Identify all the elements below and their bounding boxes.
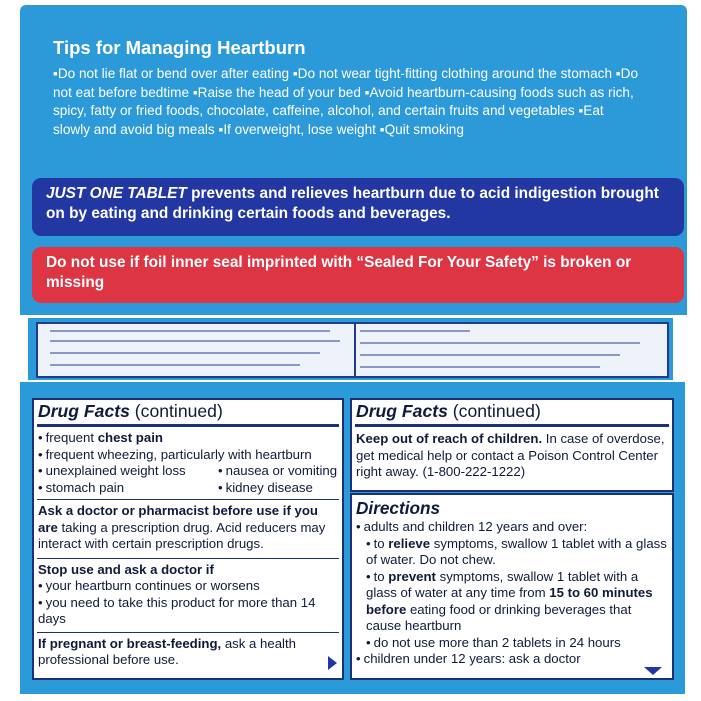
tip-item: ▪ Raise the head of your bed bbox=[193, 85, 361, 100]
faint-print-line bbox=[360, 354, 620, 356]
drug-facts-panel-left bbox=[32, 398, 344, 680]
directions-panel bbox=[350, 493, 674, 680]
symptom-item: • stomach pain bbox=[34, 480, 214, 497]
directions-item: • children under 12 years: ask a doctor bbox=[352, 651, 672, 668]
tips-list bbox=[53, 65, 643, 140]
stop-use-title: Stop use and ask a doctor if bbox=[38, 561, 214, 577]
faint-print-line bbox=[50, 330, 330, 332]
section-rule bbox=[37, 632, 339, 633]
faint-print-line bbox=[360, 342, 640, 344]
faint-print-line bbox=[50, 352, 320, 354]
continue-arrow-icon bbox=[644, 667, 662, 675]
symptom-columns bbox=[34, 463, 342, 496]
claim-band bbox=[32, 178, 684, 236]
directions-subitem: • to prevent symptoms, swallow 1 tablet with a glass of water at any time from 15 to 60 minutes before eating food or drinking beverages that cause heartburn bbox=[352, 569, 672, 635]
symptom-item: • frequent wheezing, particularly with heartburn bbox=[34, 447, 342, 464]
directions-subitem: • to relieve symptoms, swallow 1 tablet with a glass of water. Do not chew. bbox=[352, 536, 672, 569]
inner-label-strip bbox=[36, 322, 669, 378]
ask-doctor-section: Ask a doctor or pharmacist before use if you are taking a prescription drug. Acid reducers may interact with certain prescription drugs. bbox=[38, 503, 326, 551]
carton-front-panel bbox=[20, 382, 685, 694]
claim-emphasis: JUST ONE TABLET bbox=[46, 185, 187, 202]
symptom-item: • frequent chest pain bbox=[34, 430, 342, 447]
inner-divider bbox=[354, 324, 356, 376]
pregnancy-section: If pregnant or breast-feeding, ask a health professional before use. bbox=[38, 635, 296, 667]
continue-arrow-icon bbox=[328, 656, 337, 670]
tip-item: ▪ Eat slowly and avoid big meals bbox=[53, 103, 604, 137]
claim-text: prevents and relieves heartburn due to acid indigestion brought on by eating and drinking certain foods and beverages. bbox=[46, 185, 659, 222]
section-rule bbox=[37, 558, 339, 559]
carton-top-flap bbox=[20, 5, 687, 315]
symptom-item: • kidney disease bbox=[214, 480, 341, 497]
tip-item: ▪ Avoid heartburn-causing foods such as rich, spicy, fatty or fried foods, chocolate, caffeine, alcohol, and certain fruits and vegetables bbox=[53, 85, 634, 119]
tip-item: ▪ Do not wear tight-fitting clothing around the stomach bbox=[293, 66, 612, 81]
faint-print-line bbox=[50, 364, 300, 366]
header-rule bbox=[355, 424, 669, 427]
inner-flap-edge bbox=[28, 318, 673, 380]
symptom-item: • unexplained weight loss bbox=[34, 463, 214, 480]
directions-subitem: • do not use more than 2 tablets in 24 hours bbox=[352, 635, 672, 652]
tip-item: ▪ Quit smoking bbox=[380, 122, 464, 137]
faint-print-line bbox=[50, 340, 340, 342]
drug-facts-header: Drug Facts (continued) bbox=[38, 401, 223, 421]
drug-facts-panel-right bbox=[350, 398, 674, 492]
tip-item: ▪ Do not lie flat or bend over after eating bbox=[53, 66, 289, 81]
stop-use-item: • your heartburn continues or worsens bbox=[34, 578, 342, 595]
faint-print-line bbox=[360, 330, 470, 332]
section-rule bbox=[37, 499, 339, 500]
keep-out-of-reach: Keep out of reach of children. In case of overdose, get medical help or contact a Poison Control Center right away. (1-800-222-1222) bbox=[356, 431, 665, 479]
faint-print-line bbox=[360, 366, 600, 368]
stop-use-item: • you need to take this product for more than 14 days bbox=[34, 595, 342, 628]
directions-title: Directions bbox=[356, 498, 441, 518]
drug-facts-header: Drug Facts (continued) bbox=[356, 401, 541, 421]
tips-title: Tips for Managing Heartburn bbox=[53, 37, 306, 58]
tip-item: ▪ If overweight, lose weight bbox=[218, 122, 375, 137]
tip-item: ▪ Do not eat before bedtime bbox=[53, 66, 638, 100]
safety-seal-warning: Do not use if foil inner seal imprinted with “Sealed For Your Safety” is broken or missing bbox=[32, 247, 684, 303]
symptom-item: • nausea or vomiting bbox=[214, 463, 341, 480]
directions-item: • adults and children 12 years and over: bbox=[352, 519, 672, 536]
